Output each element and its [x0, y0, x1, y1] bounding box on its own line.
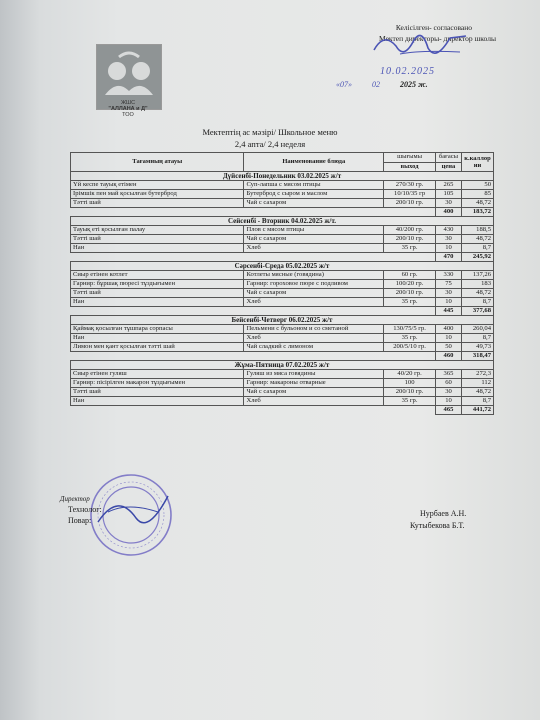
dish-kcal: 50	[461, 181, 493, 190]
dish-kcal: 8,7	[461, 334, 493, 343]
table-row	[71, 190, 494, 199]
dish-price: 30	[436, 388, 462, 397]
director-label: Директор	[60, 495, 90, 503]
dish-name-ru: Плов с мясом птицы	[244, 226, 384, 235]
dish-kcal: 49,73	[461, 343, 493, 352]
dish-name-kz: Нан	[71, 397, 244, 406]
dish-output: 200/5/10 гр.	[384, 343, 436, 352]
day-total-row	[71, 208, 494, 217]
day-total-price: 400	[436, 208, 462, 217]
table-row	[71, 181, 494, 190]
table-row	[71, 388, 494, 397]
day-total-price: 470	[436, 253, 462, 262]
approval-line-2: Мектеп директоры- директор школы	[379, 34, 496, 43]
day-total-price: 445	[436, 307, 462, 316]
dish-kcal: 8,7	[461, 298, 493, 307]
day-total-price: 460	[436, 352, 462, 361]
dish-kcal: 85	[461, 190, 493, 199]
dish-kcal: 188,5	[461, 226, 493, 235]
table-row	[71, 289, 494, 298]
dish-name-ru: Хлеб	[244, 298, 384, 307]
day-total-price: 465	[436, 406, 462, 415]
dish-name-ru: Чай с сахаром	[244, 388, 384, 397]
dish-name-kz: Лимон мен қант қосылған тәтті шай	[71, 343, 244, 352]
day-header-row	[71, 172, 494, 181]
day-title: Дүйсенбі-Понедельник 03.02.2025 ж/т	[71, 172, 494, 181]
header-ru-name: Наименование блюда	[244, 153, 384, 172]
total-spacer	[71, 208, 436, 217]
day-total-row	[71, 352, 494, 361]
dish-name-kz: Тәтті шай	[71, 289, 244, 298]
dish-output: 60 гр.	[384, 271, 436, 280]
dish-price: 30	[436, 235, 462, 244]
table-row	[71, 298, 494, 307]
dish-name-ru: Чай сладкий с лимоном	[244, 343, 384, 352]
dish-output: 200/10 гр.	[384, 388, 436, 397]
table-row	[71, 343, 494, 352]
dish-kcal: 48,72	[461, 289, 493, 298]
total-spacer	[71, 307, 436, 316]
dish-output: 40/200 гр.	[384, 226, 436, 235]
dish-output: 200/10 гр.	[384, 199, 436, 208]
table-row	[71, 325, 494, 334]
day-header-row	[71, 217, 494, 226]
table-header	[71, 153, 494, 172]
dish-kcal: 112	[461, 379, 493, 388]
dish-kcal: 48,72	[461, 388, 493, 397]
dish-kcal: 260,04	[461, 325, 493, 334]
table-row	[71, 199, 494, 208]
dish-output: 130/75/5 гр.	[384, 325, 436, 334]
dish-name-ru: Бутерброд с сыром и маслом	[244, 190, 384, 199]
table-row	[71, 226, 494, 235]
header-price: цена	[436, 162, 462, 172]
dish-name-ru: Хлеб	[244, 397, 384, 406]
dish-name-ru: Хлеб	[244, 244, 384, 253]
dish-kcal: 272,3	[461, 370, 493, 379]
dish-price: 330	[436, 271, 462, 280]
header-kz-name: Тағамның атауы	[71, 153, 244, 172]
dish-name-kz: Сиыр етінен котлет	[71, 271, 244, 280]
dish-output: 35 гр.	[384, 334, 436, 343]
dish-kcal: 48,72	[461, 199, 493, 208]
dish-name-ru: Гарнир: гороховое пюре с подливом	[244, 280, 384, 289]
dish-name-kz: Нан	[71, 334, 244, 343]
dish-name-kz: Үй кеспе тауық етімен	[71, 181, 244, 190]
dish-price: 105	[436, 190, 462, 199]
dish-output: 35 гр.	[384, 244, 436, 253]
dish-price: 430	[436, 226, 462, 235]
dish-output: 200/10 гр.	[384, 235, 436, 244]
day-total-row	[71, 253, 494, 262]
header-output: выход	[384, 162, 436, 172]
day-header-row	[71, 361, 494, 370]
approval-date-line: «07» 02 2025 ж.	[336, 80, 428, 89]
menu-table	[70, 152, 494, 415]
dish-price: 400	[436, 325, 462, 334]
dish-output: 200/10 гр.	[384, 289, 436, 298]
dish-price: 30	[436, 289, 462, 298]
table-row	[71, 334, 494, 343]
dish-name-ru: Чай с сахаром	[244, 235, 384, 244]
day-header-row	[71, 262, 494, 271]
dish-name-kz: Нан	[71, 298, 244, 307]
dish-price: 50	[436, 343, 462, 352]
dish-output: 270/30 гр.	[384, 181, 436, 190]
day-title: Сейсенбі - Вторник 04.02.2025 ж/т.	[71, 217, 494, 226]
day-title: Сәрсенбі-Среда 05.02.2025 ж/т	[71, 262, 494, 271]
table-row	[71, 370, 494, 379]
dish-name-ru: Суп-лапша с мясом птицы	[244, 181, 384, 190]
dish-name-kz: Ірімшік пен май қосылған бутерброд	[71, 190, 244, 199]
day-total-kcal: 377,68	[461, 307, 493, 316]
dish-name-kz: Гарнир: бұршақ пюресі тұздығымен	[71, 280, 244, 289]
day-total-kcal: 441,72	[461, 406, 493, 415]
dish-output: 35 гр.	[384, 397, 436, 406]
dish-price: 10	[436, 334, 462, 343]
header-kcal: к.каллор ии	[461, 153, 493, 172]
cook-label: Повар:	[68, 516, 92, 525]
table-row	[71, 244, 494, 253]
dish-name-ru: Гарнир: макароны отварные	[244, 379, 384, 388]
director-signature-icon	[370, 30, 470, 70]
dish-kcal: 137,26	[461, 271, 493, 280]
page-subtitle: 2,4 апта/ 2,4 неделя	[234, 139, 306, 149]
dish-price: 265	[436, 181, 462, 190]
approval-line-1: Келісілген- согласовано	[395, 23, 472, 32]
dish-name-ru: Котлеты мясные (говядина)	[244, 271, 384, 280]
dish-name-kz: Тауық еті қосылған палау	[71, 226, 244, 235]
cook-name: Кутыбекова Б.Т.	[410, 521, 465, 530]
dish-kcal: 48,72	[461, 235, 493, 244]
dish-output: 10/10/35 гр	[384, 190, 436, 199]
day-total-kcal: 245,92	[461, 253, 493, 262]
day-total-kcal: 318,47	[461, 352, 493, 361]
day-total-kcal: 183,72	[461, 208, 493, 217]
dish-output: 40/20 гр.	[384, 370, 436, 379]
dish-name-kz: Қаймақ қосылған тұшпара сорпасы	[71, 325, 244, 334]
table-row	[71, 397, 494, 406]
total-spacer	[71, 253, 436, 262]
approval-handwritten-date: 10.02.2025	[380, 66, 435, 77]
dish-name-kz: Тәтті шай	[71, 235, 244, 244]
table-row	[71, 271, 494, 280]
total-spacer	[71, 352, 436, 361]
dish-price: 60	[436, 379, 462, 388]
company-stamp-icon	[88, 472, 174, 558]
day-title: Бейсенбі-Четверг 06.02.2025 ж/т	[71, 316, 494, 325]
dish-name-ru: Пельмени с бульоном и со сметаной	[244, 325, 384, 334]
dish-name-ru: Чай с сахаром	[244, 289, 384, 298]
dish-kcal: 8,7	[461, 397, 493, 406]
table-row	[71, 235, 494, 244]
total-spacer	[71, 406, 436, 415]
day-total-row	[71, 307, 494, 316]
dish-name-kz: Тәтті шай	[71, 199, 244, 208]
dish-price: 75	[436, 280, 462, 289]
page-title: Мектептің ас мәзірі/ Школьное меню	[202, 127, 338, 137]
logo-caption: ЖШС "АЛЛАНА и Д" ТОО	[108, 100, 148, 118]
dish-price: 10	[436, 397, 462, 406]
table-row	[71, 280, 494, 289]
dish-price: 10	[436, 298, 462, 307]
dish-price: 30	[436, 199, 462, 208]
dish-kcal: 8,7	[461, 244, 493, 253]
dish-output: 100/20 гр.	[384, 280, 436, 289]
table-row	[71, 379, 494, 388]
day-header-row	[71, 316, 494, 325]
dish-name-kz: Нан	[71, 244, 244, 253]
technologist-label: Технолог:	[68, 505, 102, 514]
dish-price: 10	[436, 244, 462, 253]
technologist-name: Нурбаев А.Н.	[420, 509, 467, 518]
dish-name-ru: Гуляш из мяса говядины	[244, 370, 384, 379]
table-body	[71, 172, 494, 415]
day-total-row	[71, 406, 494, 415]
dish-name-kz: Сиыр етінен гуляш	[71, 370, 244, 379]
dish-name-kz: Гарнир: пісірілген макарон тұздығымен	[71, 379, 244, 388]
day-title: Жұма-Пятница 07.02.2025 ж/т	[71, 361, 494, 370]
header-price-group: бағасы	[436, 153, 462, 163]
dish-output: 35 гр.	[384, 298, 436, 307]
dish-name-kz: Тәтті шай	[71, 388, 244, 397]
dish-name-ru: Хлеб	[244, 334, 384, 343]
header-output-group: шығымы	[384, 153, 436, 163]
dish-kcal: 183	[461, 280, 493, 289]
dish-name-ru: Чай с сахаром	[244, 199, 384, 208]
dish-price: 365	[436, 370, 462, 379]
dish-output: 100	[384, 379, 436, 388]
